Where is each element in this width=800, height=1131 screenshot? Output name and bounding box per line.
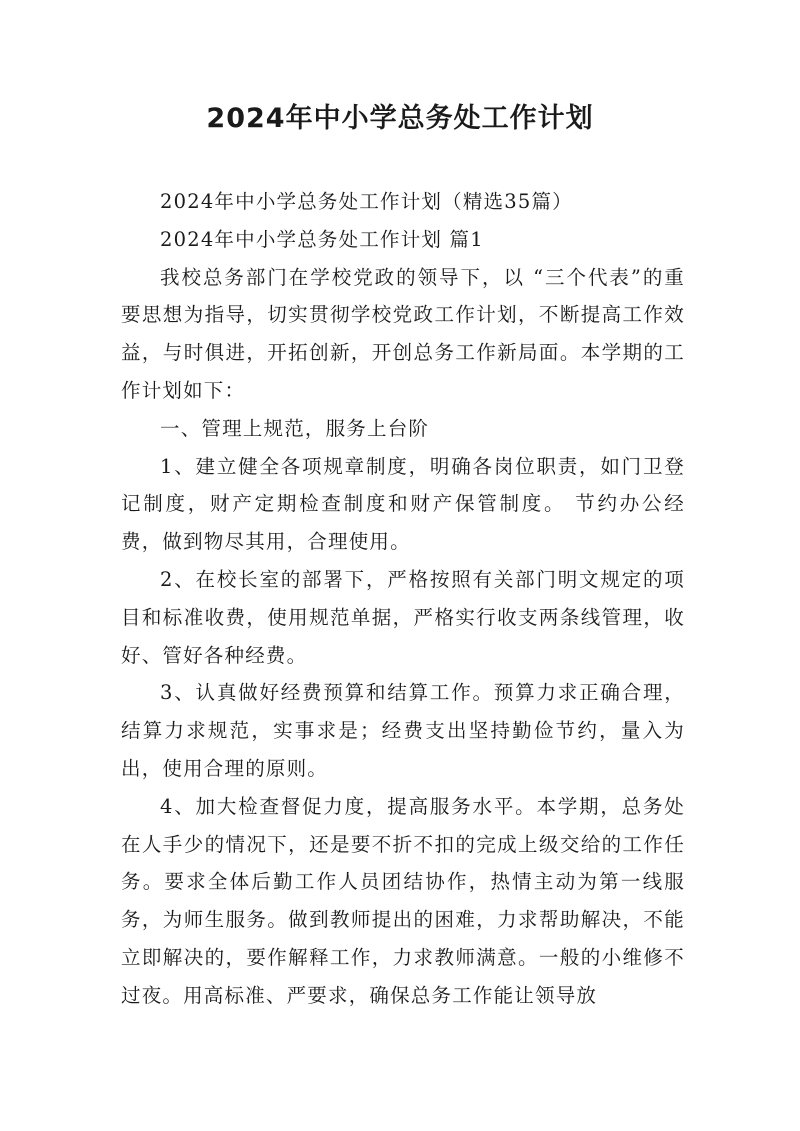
document-title: 2024年中小学总务处工作计划 <box>206 103 594 134</box>
section-heading-paragraph: 2024年中小学总务处工作计划 篇1 <box>160 227 484 251</box>
document-body <box>121 183 685 1015</box>
intro-paragraph: 我校总务部门在学校党政的领导下，以 “三个代表”的重要思想为指导，切实贯彻学校党政工作计划，不断提高工作效益，与时俱进，开拓创新，开创总务工作新局面。本学期的工作计划如下： <box>121 265 685 402</box>
item-3-paragraph: 3、认真做好经费预算和结算工作。预算力求正确合理，结算力求规范，实事求是；经费支出坚持勤俭节约，量入为出，使用合理的原则。 <box>121 681 685 780</box>
item-1-paragraph: 1、建立健全各项规章制度，明确各岗位职责，如门卫登记制度，财产定期检查制度和财产保管制度。 节约办公经费，做到物尽其用，合理使用。 <box>121 454 685 554</box>
item-2-paragraph: 2、在校长室的部署下，严格按照有关部门明文规定的项目和标准收费，使用规范单据，严格实行收支两条线管理，收好、管好各种经费。 <box>121 567 685 667</box>
item-4-paragraph: 4、加大检查督促力度，提高服务水平。本学期，总务处在人手少的情况下，还是要不折不扣的完成上级交给的工作任务。要求全体后勤工作人员团结协作，热情主动为第一线服务，为师生服务。做到教师提出的困难，力求帮助解决，不能立即解决的，要作解释工作，力求教师满意。一般的小维修不过夜。用高标准、严要求，确保总务工作能让领导放 <box>121 794 685 1007</box>
heading-management-paragraph: 一、管理上规范，服务上台阶 <box>160 416 430 440</box>
subtitle-paragraph: 2024年中小学总务处工作计划（精选35篇） <box>160 190 573 213</box>
